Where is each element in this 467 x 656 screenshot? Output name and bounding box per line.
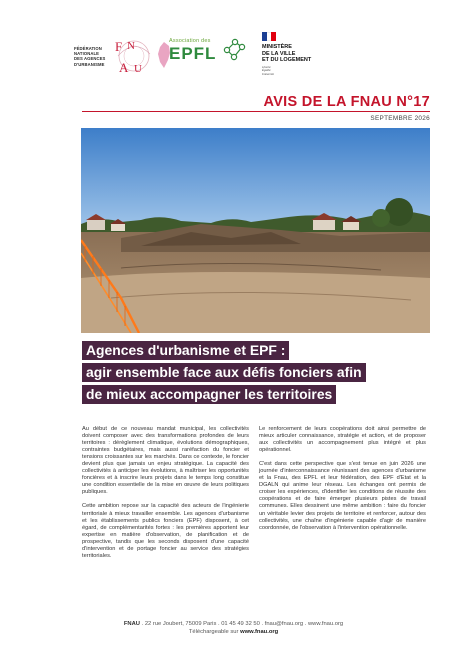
fnau-letter-a: A [119, 60, 129, 75]
fnau-logo-text: FÉDÉRATION NATIONALE DES AGENCES D'URBANISME [74, 46, 106, 67]
epfl-association-label: Association des [169, 38, 211, 44]
body-column-left [82, 426, 249, 567]
body-paragraph: Le renforcement de leurs coopérations doit ainsi permettre de mieux articuler connaissance, stratégie et action, et de proposer aux collectivités un accompagnement plus intégré et plus opérationnel. [259, 426, 426, 454]
body-paragraph: Cette ambition repose sur la capacité des acteurs de l'ingénierie territoriale à mieux travailler ensemble. Les agences d'urbanisme et les établissements publics fonciers (EPF) disposent, à cet égard, de complémentarités fortes : les premières apportent leur expertise en matière d'observation, de planification et de prospective, tandis que les seconds disposent d'une capacité d'intervention et de portage foncier au service des stratégies territoriales. [82, 503, 249, 559]
document-title: AVIS DE LA FNAU N°17 [263, 94, 430, 110]
footer-address: . 22 rue Joubert, 75009 Paris . 01 45 49 32 50 . fnau@fnau.org . www.fnau.org [141, 621, 344, 627]
headline-line-1: Agences d'urbanisme et EPF : [82, 341, 289, 360]
french-flag-icon [262, 32, 276, 41]
footer-download: Téléchargeable sur www.fnau.org [188, 629, 279, 635]
fnau-logo [74, 34, 152, 78]
fnau-letter-f: F [115, 39, 123, 54]
footer-org: FNAU [123, 621, 140, 627]
ministere-name: MINISTÈRE DE LA VILLE ET DU LOGEMENT [262, 44, 312, 63]
ministere-devise: Liberté Égalité Fraternité [262, 65, 274, 76]
epfl-logo [157, 36, 249, 74]
body-column-right [259, 426, 426, 539]
construction-site-illustration [81, 128, 430, 333]
footer [0, 620, 467, 637]
fnau-letter-u: U [134, 63, 142, 75]
headline [82, 341, 366, 407]
document-date: SEPTEMBRE 2026 [370, 115, 430, 122]
headline-line-3: de mieux accompagner les territoires [82, 385, 336, 404]
ministere-logo [262, 32, 332, 78]
body-paragraph: Au début de ce nouveau mandat municipal, les collectivités doivent composer avec des transformations profondes de leurs territoires : dérèglement climatique, évolutions démographiques, contraintes budgétaires, mais aussi raréfaction du foncier et tensions croissantes sur les marchés. Dans ce contexte, le foncier devient plus que jamais un enjeu stratégique. La capacité des collectivités à anticiper les évolutions, à maîtriser les opportunités foncières et à inscrire leurs projets dans le temps long constitue une condition essentielle de la mise en œuvre de leurs politiques publiques. [82, 426, 249, 496]
body-paragraph: C'est dans cette perspective que s'est tenue en juin 2026 une journée d'interconnaissance réunissant des agences d'urbanisme et la Fnau, des EPFL et leur fédération, des EPF d'Etat et la DGALN qui anime leur réseau. Les échanges ont permis de croiser les expériences, d'identifier les conditions de réussite des coopérations et de faire émerger plusieurs pistes de travail communes. Elles dessinent une même ambition : faire du foncier un véritable levier des projets de territoire et renforcer, autour des collectivités, une chaîne d'ingénierie capable d'agir de manière coordonnée, de l'observation à l'intervention opérationnelle. [259, 461, 426, 531]
footer-contact [0, 620, 467, 628]
network-nodes-icon [221, 36, 247, 64]
fnau-logo-mark [112, 34, 152, 78]
fnau-letter-n: N [127, 40, 135, 52]
logo-bar [0, 30, 467, 80]
title-divider [82, 111, 430, 112]
cover-photo [81, 128, 430, 333]
epfl-name: EPFL [169, 44, 217, 63]
headline-line-2: agir ensemble face aux défis fonciers afin [82, 363, 366, 382]
footer-download-link[interactable]: www.fnau.org [240, 629, 279, 635]
